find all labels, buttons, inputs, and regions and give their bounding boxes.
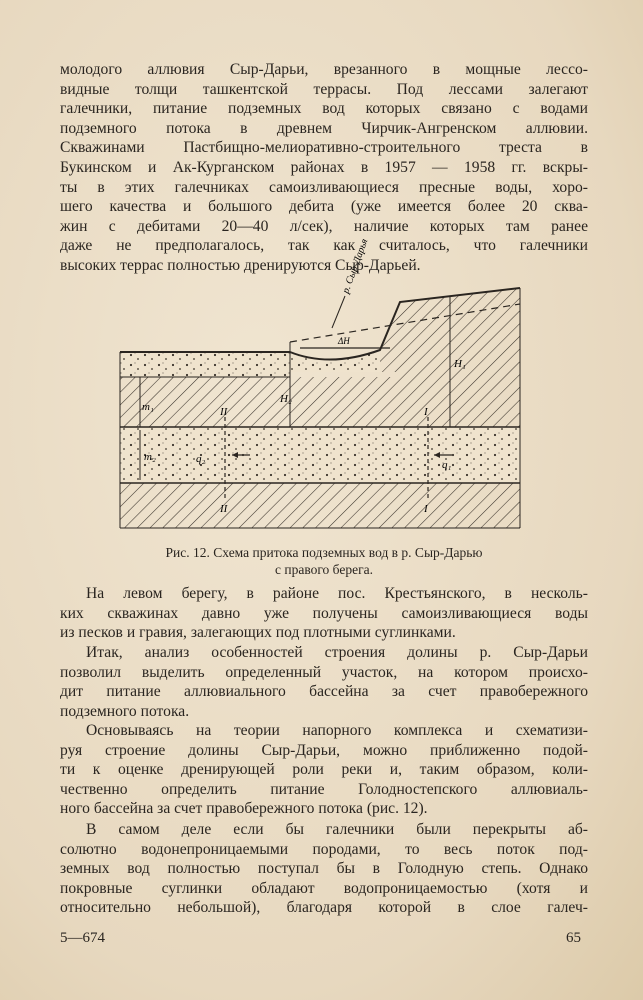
text-line: На левом берегу, в районе пос. Крестьянского, в несколь- <box>86 585 588 602</box>
printer-signature: 5—674 <box>60 930 105 946</box>
section-1-bottom-label: I <box>424 503 428 515</box>
text-line: видные толщи ташкентской террасы. Под лессами залегают <box>60 80 588 98</box>
text-line: галечники, питание подземных вод которых связано с водами <box>60 100 588 118</box>
paragraph-5 <box>60 820 588 918</box>
section-2-bottom-label: II <box>220 503 228 515</box>
h1-label: H₁ <box>454 358 466 370</box>
text-line: В самом деле если бы галечники были перекрыты аб- <box>86 821 588 838</box>
caption-line: с правого берега. <box>274 562 374 577</box>
text-line: Букинском и Ак-Курганском районах в 1957 — 1958 гг. вскры- <box>60 158 588 176</box>
text-line: из песков и гравия, залегающих под плотными суглинками. <box>60 624 456 642</box>
section-1-top-label: I <box>424 406 428 418</box>
caption-line: Рис. 12. Схема притока подземных вод в р. Сыр-Дарью <box>165 545 483 560</box>
text-line: ного бассейна за счет правобережного потока (рис. 12). <box>60 800 428 818</box>
text-line: солютно водонепроницаемыми породами, то весь поток под- <box>60 840 588 858</box>
text-line: дит питание аллювиального бассейна за счет правобережного <box>60 683 588 701</box>
river-pointer <box>332 296 345 328</box>
m1-label: m₁ <box>142 401 154 413</box>
loess-layer <box>120 372 520 427</box>
text-line: чественно определить питание Голодностепского аллювиаль- <box>60 780 588 798</box>
q1-label: q₁ <box>442 459 452 471</box>
text-line: земных вод полностью поступал бы в Голодную степь. Однако <box>60 860 588 878</box>
floodplain-dots <box>120 352 290 377</box>
figure-caption <box>60 544 588 578</box>
text-line: подземного потока в древнем Чирчик-Ангренском аллювии. <box>60 119 588 137</box>
text-line: Скважинами Пастбищно-мелиоративно-строительного треста в <box>60 139 588 157</box>
text-line: жин с дебитами 20—40 л/сек), наличие которых там ранее <box>60 217 588 235</box>
text-line: позволил выделить определенный участок, на котором происхо- <box>60 663 588 681</box>
terrace-slope <box>380 302 400 372</box>
text-line: шего качества и большого дебита (уже имеется более 20 сква- <box>60 198 588 216</box>
text-line: высоких террас полностью дренируются Сыр-Дарьей. <box>60 256 421 274</box>
paragraph-1 <box>60 60 588 276</box>
paragraph-4 <box>60 721 588 819</box>
q2-label: q₂ <box>196 453 206 465</box>
paragraph-2 <box>60 584 588 643</box>
river-label: р. Сыр-Дарья <box>340 237 371 296</box>
paragraph-3 <box>60 643 588 721</box>
h2-label: H₂ <box>280 393 292 405</box>
text-line: ты в этих галечниках самоизливающиеся пресные воды, хоро- <box>60 178 588 196</box>
page-number: 65 <box>566 930 581 946</box>
text-line: даже не предполагалось, так как считалось, что галечники <box>60 237 588 255</box>
m2-label: m₂ <box>144 451 156 463</box>
pebble-aquifer-dots <box>120 427 520 483</box>
text-line: руя строение долины Сыр-Дарьи, можно приближенно подой- <box>60 741 588 759</box>
text-line: Итак, анализ особенностей строения долины р. Сыр-Дарьи <box>86 644 588 661</box>
text-line: ти к оценке дренирующей роли реки и, таким образом, коли- <box>60 761 588 779</box>
text-line: ких скважинах давно уже получены самоизливающиеся воды <box>60 604 588 622</box>
text-line: молодого аллювия Сыр-Дарьи, врезанного в мощные лессо- <box>60 61 588 78</box>
bedrock <box>120 483 520 528</box>
text-line: покровные суглинки обладают водопроницаемостью (хотя и <box>60 879 588 897</box>
delta-h-label: ΔH <box>338 336 350 346</box>
text-line: относительно небольшой), благодаря которой в слое галеч- <box>60 899 588 917</box>
text-line: подземного потока. <box>60 702 190 720</box>
text-line: Основываясь на теории напорного комплекса и схематизи- <box>86 722 588 739</box>
section-2-top-label: II <box>220 406 228 418</box>
